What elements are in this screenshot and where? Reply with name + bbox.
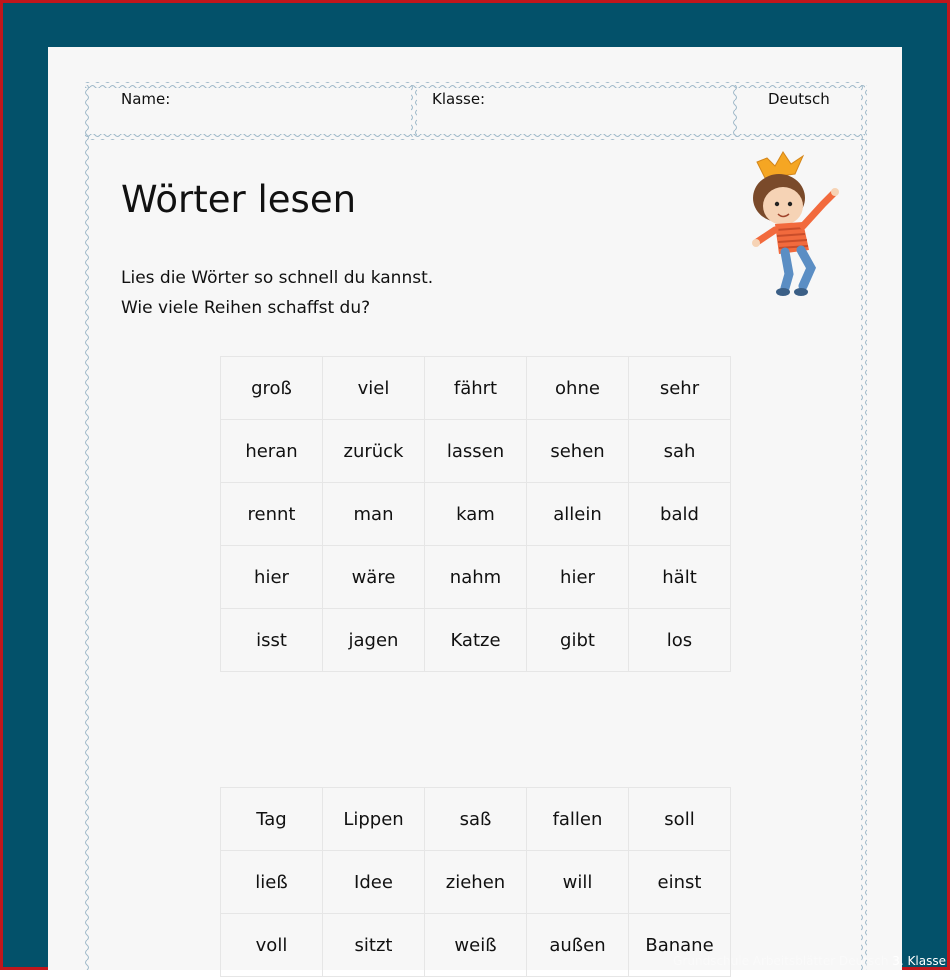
word-cell: saß (425, 788, 527, 851)
word-cell: hält (629, 546, 731, 609)
instruction-line-2: Wie viele Reihen schaffst du? (121, 298, 371, 318)
footer-faint-text: Grundschule Arbeitsblätter Deutsch (673, 954, 889, 968)
word-cell: Tag (221, 788, 323, 851)
word-cell: fallen (527, 788, 629, 851)
table-row (221, 609, 731, 672)
table-row (221, 788, 731, 851)
word-cell: will (527, 851, 629, 914)
word-cell: Lippen (323, 788, 425, 851)
name-label: Name: (121, 90, 171, 108)
word-cell: voll (221, 914, 323, 977)
word-cell: isst (221, 609, 323, 672)
word-cell: sehr (629, 357, 731, 420)
word-cell: los (629, 609, 731, 672)
word-cell: kam (425, 483, 527, 546)
word-cell: nahm (425, 546, 527, 609)
table-row (221, 914, 731, 977)
word-cell: Katze (425, 609, 527, 672)
word-cell: ließ (221, 851, 323, 914)
page-title: Wörter lesen (121, 178, 357, 221)
word-cell: einst (629, 851, 731, 914)
word-cell: weiß (425, 914, 527, 977)
word-cell: heran (221, 420, 323, 483)
word-cell: lassen (425, 420, 527, 483)
word-grid-2 (220, 787, 731, 977)
word-cell: viel (323, 357, 425, 420)
word-cell: allein (527, 483, 629, 546)
instruction-line-1: Lies die Wörter so schnell du kannst. (121, 268, 434, 288)
word-cell: fährt (425, 357, 527, 420)
word-cell: hier (221, 546, 323, 609)
word-cell: gibt (527, 609, 629, 672)
word-cell: hier (527, 546, 629, 609)
footer-grade-text: 3. Klasse (892, 954, 946, 968)
word-cell: soll (629, 788, 731, 851)
table-row (221, 851, 731, 914)
footer-caption (673, 954, 946, 968)
table-row (221, 420, 731, 483)
word-cell: Banane (629, 914, 731, 977)
word-cell: zurück (323, 420, 425, 483)
word-cell: sitzt (323, 914, 425, 977)
boy-with-crown-illustration (745, 150, 845, 310)
table-row (221, 357, 731, 420)
table-row (221, 483, 731, 546)
word-cell: sehen (527, 420, 629, 483)
word-cell: sah (629, 420, 731, 483)
word-cell: wäre (323, 546, 425, 609)
word-cell: bald (629, 483, 731, 546)
word-cell: ziehen (425, 851, 527, 914)
word-cell: jagen (323, 609, 425, 672)
subject-label: Deutsch (768, 90, 830, 108)
word-cell: groß (221, 357, 323, 420)
table-row (221, 546, 731, 609)
word-cell: man (323, 483, 425, 546)
class-label: Klasse: (432, 90, 486, 108)
word-grid-1 (220, 356, 731, 672)
word-cell: außen (527, 914, 629, 977)
word-cell: rennt (221, 483, 323, 546)
word-cell: ohne (527, 357, 629, 420)
word-cell: Idee (323, 851, 425, 914)
